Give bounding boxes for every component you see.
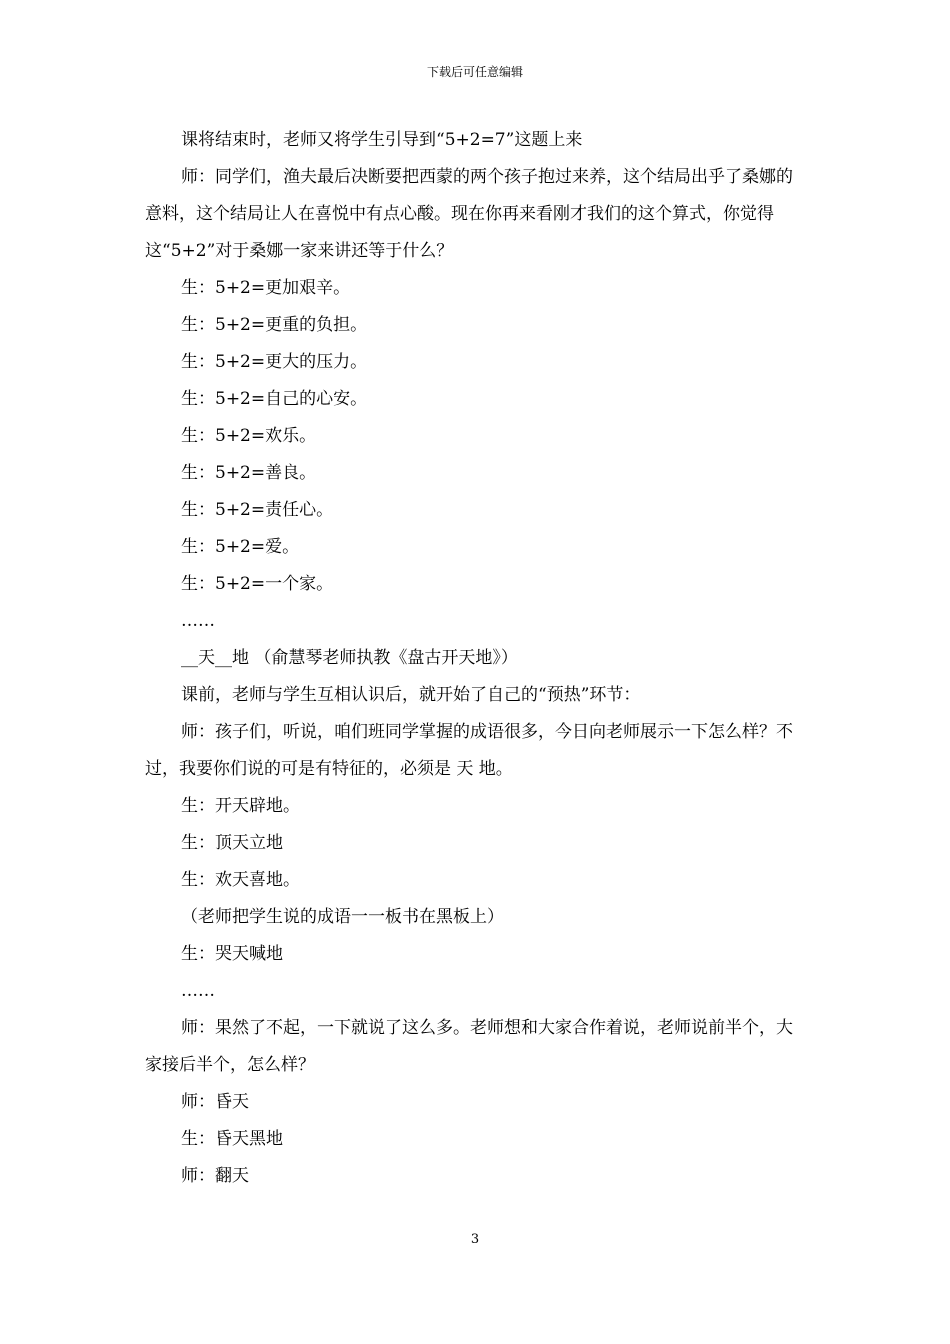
paragraph: 生：昏天黑地 (181, 1129, 283, 1149)
paragraph: 生：5+2=责任心。 (181, 500, 334, 520)
paragraph: …… (181, 611, 215, 631)
paragraph: __天__地 （俞慧琴老师执教《盘古开天地》） (181, 648, 518, 668)
paragraph: 生：哭天喊地 (181, 944, 283, 964)
paragraph: 生：5+2=更大的压力。 (181, 352, 368, 372)
paragraph: 师：昏天 (181, 1092, 249, 1112)
page-header: 下载后可任意编辑 (426, 65, 523, 79)
paragraph: 生：开天辟地。 (181, 796, 300, 816)
paragraph: （老师把学生说的成语一一板书在黑板上） (181, 907, 504, 927)
paragraph: 师：果然了不起，一下就说了这么多。老师想和大家合作着说，老师说前半个，大家接后半个，怎么样？ (145, 1018, 793, 1075)
paragraph: 生：5+2=爱。 (181, 537, 300, 557)
paragraph: 课前，老师与学生互相认识后，就开始了自己的“预热”环节： (181, 685, 641, 705)
paragraph: 生：5+2=欢乐。 (181, 426, 317, 446)
paragraph: 课将结束时，老师又将学生引导到“5+2=7”这题上来 (181, 130, 583, 150)
paragraph: 生：5+2=更加艰辛。 (181, 278, 351, 298)
paragraph: 生：5+2=自己的心安。 (181, 389, 368, 409)
page-number: 3 (470, 1232, 480, 1247)
paragraph: 师：翻天 (181, 1166, 249, 1186)
paragraph: 生：5+2=一个家。 (181, 574, 334, 594)
paragraph: 师：同学们，渔夫最后决断要把西蒙的两个孩子抱过来养，这个结局出乎了桑娜的意料，这个结局让人在喜悦中有点心酸。现在你再来看刚才我们的这个算式，你觉得这“5+2”对于桑娜一家来讲还等于什么？ (145, 167, 793, 261)
document-body (145, 122, 809, 1195)
paragraph: 生：5+2=更重的负担。 (181, 315, 368, 335)
paragraph: …… (181, 981, 215, 1001)
paragraph: 生：欢天喜地。 (181, 870, 300, 890)
paragraph: 生：顶天立地 (181, 833, 283, 853)
paragraph: 师：孩子们，听说，咱们班同学掌握的成语很多，今日向老师展示一下怎么样？不过，我要你们说的可是有特征的，必须是 天 地。 (145, 722, 793, 779)
paragraph: 生：5+2=善良。 (181, 463, 317, 483)
